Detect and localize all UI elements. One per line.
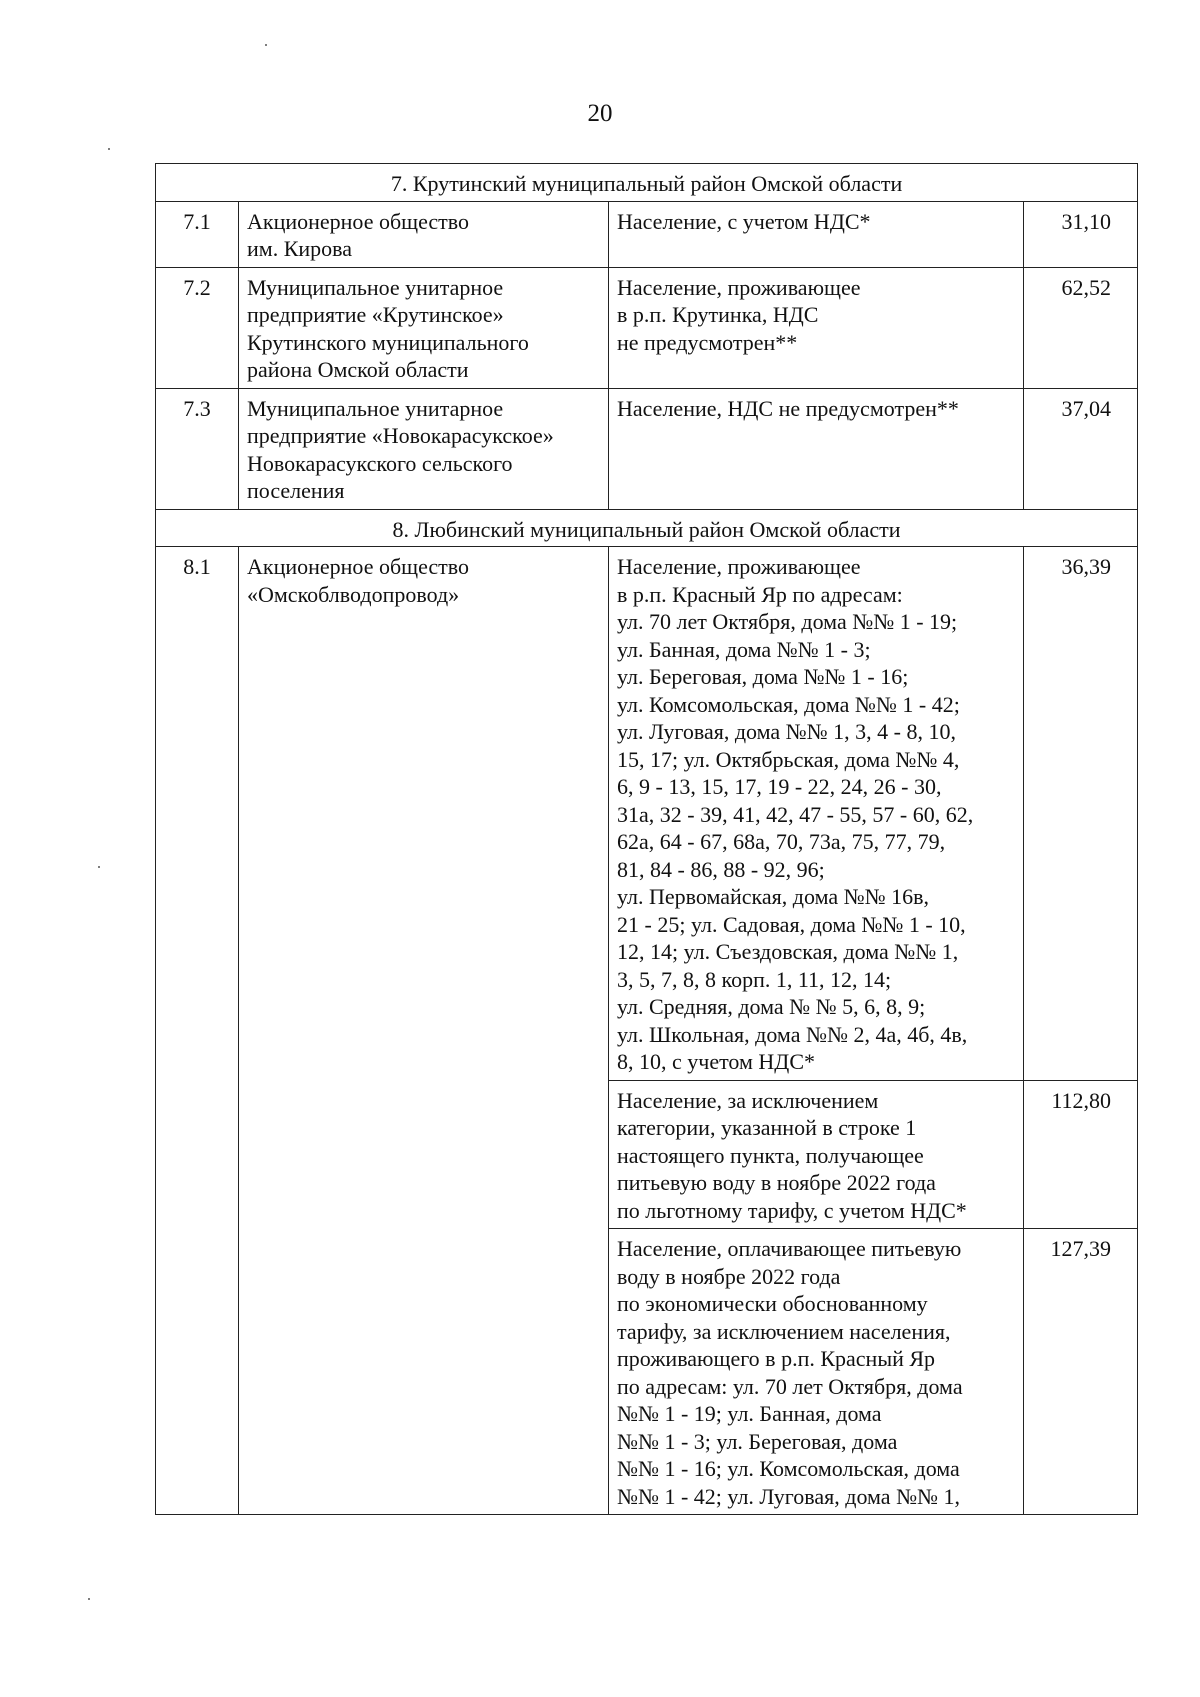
row-number: 7.3 (156, 388, 239, 509)
organization-name: Акционерное общество им. Кирова (239, 201, 609, 267)
consumer-category: Население, проживающее в р.п. Красный Яр по адресам: ул. 70 лет Октября, дома №№ 1 - 19; ул. Банная, дома №№ 1 - 3; ул. Береговая, дома №№ 1 - 16; ул. Комсомольская, дома №№ 1 - 42; ул. Луговая, дома №№ 1, 3, 4 - 8, 10, 15, 17; ул. Октябрьская, дома №№ 4, 6, 9 - 13, 15, 17, 19 - 22, 24, 26 - 30, 31а, 32 - 39, 41, 42, 47 - 55, 57 - 60, 62, 62а, 64 - 67, 68а, 70, 73а, 75, 77, 79, 81, 84 - 86, 88 - 92, 96; ул. Первомайская, дома №№ 16в, 21 - 25; ул. Садовая, дома №№ 1 - 10, 12, 14; ул. Съездовская, дома №№ 1, 3, 5, 7, 8, 8 корп. 1, 11, 12, 14; ул. Средняя, дома № № 5, 6, 8, 9; ул. Школьная, дома №№ 2, 4а, 4б, 4в, 8, 10, с учетом НДС* (609, 547, 1024, 1081)
tariff-value: 62,52 (1024, 267, 1138, 388)
organization-name: Муниципальное унитарное предприятие «Крутинское» Крутинского муниципального района Омской области (239, 267, 609, 388)
page-number: 20 (587, 100, 613, 127)
consumer-category: Население, НДС не предусмотрен** (609, 388, 1024, 509)
consumer-category: Население, за исключением категории, указанной в строке 1 настоящего пункта, получающее питьевую воду в ноябре 2022 года по льготному тарифу, с учетом НДС* (609, 1080, 1024, 1229)
scan-speck (98, 866, 100, 868)
scan-speck (108, 148, 110, 150)
organization-name: Акционерное общество «Омскоблводопровод» (239, 547, 609, 1515)
section-title: 8. Любинский муниципальный район Омской области (156, 509, 1138, 547)
consumer-category: Население, оплачивающее питьевую воду в ноябре 2022 года по экономически обоснованному тарифу, за исключением населения, проживающего в р.п. Красный Яр по адресам: ул. 70 лет Октября, дома №№ 1 - 19; ул. Банная, дома №№ 1 - 3; ул. Береговая, дома №№ 1 - 16; ул. Комсомольская, дома №№ 1 - 42; ул. Луговая, дома №№ 1, (609, 1229, 1024, 1515)
table-row (156, 547, 1138, 1081)
tariff-value: 36,39 (1024, 547, 1138, 1081)
tariff-value: 112,80 (1024, 1080, 1138, 1229)
tariff-value: 31,10 (1024, 201, 1138, 267)
section-title: 7. Крутинский муниципальный район Омской области (156, 164, 1138, 202)
table-row (156, 267, 1138, 388)
organization-name: Муниципальное унитарное предприятие «Новокарасукское» Новокарасукского сельского поселения (239, 388, 609, 509)
tariff-value: 127,39 (1024, 1229, 1138, 1515)
scan-speck (265, 44, 267, 46)
scan-speck (88, 1598, 90, 1600)
section-header-row (156, 509, 1138, 547)
tariff-value: 37,04 (1024, 388, 1138, 509)
table-row (156, 388, 1138, 509)
row-number: 7.1 (156, 201, 239, 267)
table-row (156, 201, 1138, 267)
consumer-category: Население, проживающее в р.п. Крутинка, НДС не предусмотрен** (609, 267, 1024, 388)
consumer-category: Население, с учетом НДС* (609, 201, 1024, 267)
section-header-row (156, 164, 1138, 202)
tariff-table (155, 163, 1138, 1515)
row-number: 7.2 (156, 267, 239, 388)
row-number: 8.1 (156, 547, 239, 1515)
